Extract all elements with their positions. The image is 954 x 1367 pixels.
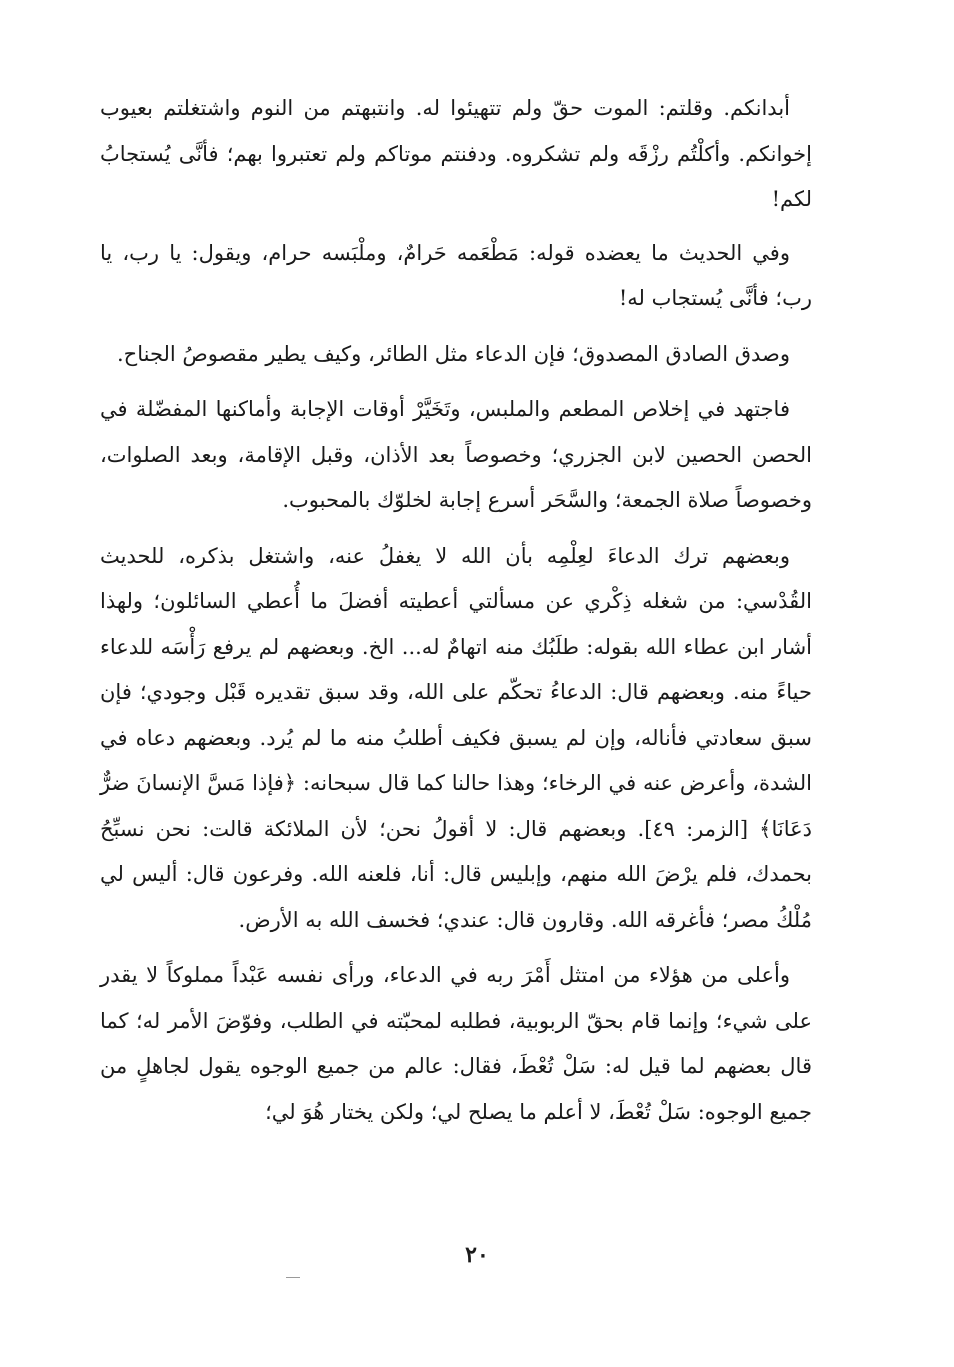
page-number: ٢٠ [465,1242,489,1268]
paragraph-5: وبعضهم ترك الدعاءَ لعِلْمِه بأن الله لا يغفلُ عنه، واشتغل بذكره، للحديث القُدْسي: من شغله ذِكْري عن مسألتي أعطيته أفضلَ ما أُعطي السائلون؛ ولهذا أشار ابن عطاء الله بقوله: طلَبُك منه اتهامٌ له... الخ. وبعضهم لم يرفع رَأْسَه للدعاء حياءً منه. وبعضهم قال: الدعاءُ تحكّم على الله، وقد سبق تقديره قَبْل وجودي؛ فإن سبق سعادتي فأناله، وإن لم يسبق فكيف أطلبُ منه ما لم يُرد. وبعضهم دعاه في الشدة، وأعرض عنه في الرخاء؛ وهذا حالنا كما قال سبحانه: ﴿فإذا مَسَّ الإنسانَ ضرٌّ دَعَانَا﴾ [الزمر: ٤٩]. وبعضهم قال: لا أقولُ نحن؛ لأن الملائكة قالت: نحن نسبِّحُ بحمدك، فلم يرْضَ الله منهم، وإبليس قال: أنا، فلعنه الله. وفرعون قال: أليس لي مُلْكُ مصر؛ فأغرقه الله. وقارون قال: عندي؛ فخسف الله به الأرض. [100,543,812,932]
paragraph-2: وفي الحديث ما يعضده قوله: مَطْعَمه حَرامٌ، وملْبَسه حرام، ويقول: يا رب، يا رب؛ فأنَّى يُستجاب له! [100,240,812,310]
body-text [100,86,812,1145]
paragraph-4: فاجتهد في إخلاص المطعم والملبس، وتَخَيَّرْ أوقات الإجابة وأماكنها المفضّلة في الحصن الحصين لابن الجزري؛ وخصوصاً بعد الأذان، وقبل الإقامة، وبعد الصلوات، وخصوصاً صلاة الجمعة؛ والسَّحَر أسرع إجابة لخلوّك بالمحبوب. [100,397,812,512]
paragraph-3: وصدق الصادق المصدوق؛ فإن الدعاء مثل الطائر، وكيف يطير مقصوصُ الجناح. [116,341,790,366]
paragraph-6: وأعلى من هؤلاء من امتثل أَمْرَ ربه في الدعاء، ورأى نفسه عَبْداً مملوكاً لا يقدر على شيء؛ وإنما قام بحقّ الربوبية، فطلبه لمحبّته في الطلب، وفوّضَ الأمر له؛ كما قال بعضهم لما قيل له: سَلْ تُعْطَ، فقال: عالم من جميع الوجوه يقول لجاهلٍ من جميع الوجوه: سَلْ تُعْطَ، لا أعلم ما يصلح لي؛ ولكن يختار هُوَ لي؛ [100,963,812,1124]
scan-mark [286,1277,300,1278]
paragraph-1: أبدانكم. وقلتم: الموت حقّ ولم تتهيئوا له. وانتبهتم من النوم واشتغلتم بعيوب إخوانكم. وأكلْتُم رزْقَه ولم تشكروه. ودفنتم موتاكم ولم تعتبروا بهم؛ فأنَّى يُستجابُ لكم! [100,96,812,211]
